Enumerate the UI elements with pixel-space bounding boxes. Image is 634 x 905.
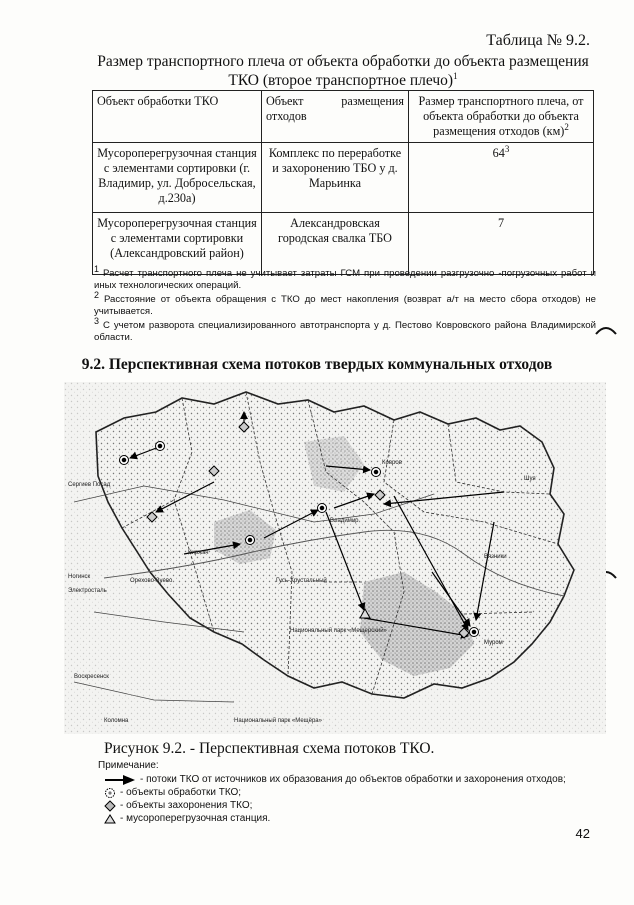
- map-svg: [64, 382, 606, 734]
- label-shuya: Шуя: [524, 476, 536, 482]
- processing-site-icon: [156, 442, 165, 451]
- label-murom: Муром: [484, 640, 503, 646]
- page-number: 42: [575, 826, 590, 841]
- table-row: [93, 213, 594, 275]
- footnote-text: С учетом разворота специализированного автотранспорта у д. Пестово Ковровского района Владимирской области.: [94, 320, 596, 343]
- table-number: Таблица № 9.2.: [486, 32, 590, 49]
- footnote-mark: 2: [94, 289, 100, 300]
- table-header-row: [93, 91, 594, 143]
- header-target: Объект размещения отходов: [262, 91, 409, 143]
- legend-item: [104, 773, 566, 786]
- header-distance: [409, 91, 594, 143]
- transport-distance-table: [92, 90, 594, 275]
- header-source: Объект обработки ТКО: [93, 91, 262, 143]
- row-source: Мусороперегрузочная станция с элементами сортировки (Александровский район): [93, 213, 262, 275]
- footnote-2: [94, 289, 596, 317]
- table-title-line1: Размер транспортного плеча от объекта обработки до объекта размещения: [97, 53, 589, 70]
- legend-text: - потоки ТКО от источников их образования до объектов обработки и захоронения отходов;: [140, 774, 566, 785]
- label-gus: Гусь-Хрустальный: [276, 578, 327, 584]
- table-title-line2: ТКО (второе транспортное плечо): [228, 72, 454, 89]
- processing-site-icon: [120, 456, 129, 465]
- processing-site-icon: [246, 536, 255, 545]
- row-target: Комплекс по переработке и захоронению ТБО у д. Марьинка: [262, 143, 409, 213]
- label-vyazniki: Вязники: [484, 554, 507, 560]
- row-distance-ref: 3: [504, 143, 510, 154]
- footnote-text: Расчет транспортного плеча не учитывает затраты ГСМ при проведении разгрузочно -погрузочных работ и иных технологических операций.: [94, 268, 596, 291]
- arrow-icon: [104, 775, 136, 785]
- header-distance-ref: 2: [564, 121, 569, 132]
- disposal-site-icon: [104, 800, 116, 812]
- label-kovrov: Ковров: [382, 460, 402, 466]
- waste-flow-map: [64, 382, 606, 734]
- row-target: Александровская городская свалка ТБО: [262, 213, 409, 275]
- processing-site-icon: [104, 787, 116, 799]
- header-distance-text: Размер транспортного плеча, от объекта обработки до объекта размещения отходов (км): [418, 94, 584, 138]
- legend-item: [104, 786, 241, 799]
- footnote-text: Расстояние от объекта обращения с ТКО до мест накопления (возврат а/т на место сбора отходов) не учитывается.: [94, 294, 596, 317]
- footnote-mark: 3: [94, 315, 100, 326]
- legend-item: [104, 812, 270, 825]
- scan-edge-mark-icon: [594, 322, 618, 336]
- label-naginsk: Ногинск: [68, 574, 91, 580]
- legend-text: - объекты захоронения ТКО;: [120, 800, 253, 811]
- footnote-3: [94, 315, 596, 343]
- transfer-station-icon: [104, 813, 116, 825]
- legend-text: - мусороперегрузочная станция.: [120, 813, 271, 824]
- footnote-1: [94, 263, 596, 291]
- legend-item: [104, 799, 252, 812]
- row-distance: [409, 213, 594, 275]
- row-distance-value: 7: [497, 216, 505, 230]
- table-row: [93, 143, 594, 213]
- processing-site-icon: [372, 468, 381, 477]
- section-title: 9.2. Перспективная схема потоков твердых коммунальных отходов: [81, 356, 553, 373]
- processing-site-icon: [470, 628, 479, 637]
- label-meshchera: Национальный парк «Мещёра»: [234, 718, 322, 724]
- processing-site-icon: [318, 504, 327, 513]
- row-distance: [409, 143, 594, 213]
- table-title-footnote-ref: 1: [453, 70, 458, 81]
- label-orekhovo: Орехово-Зуево: [130, 578, 173, 584]
- footnote-mark: 1: [94, 263, 100, 274]
- legend-heading: Примечание:: [98, 760, 159, 771]
- label-voskresensk: Воскресенск: [74, 674, 109, 680]
- label-meshcherskiy: Национальный парк «Мещерский»: [290, 628, 387, 634]
- label-elektrostal: Электросталь: [68, 588, 107, 594]
- row-source: Мусороперегрузочная станция с элементами сортировки (г. Владимир, ул. Добросельская, д.230а): [93, 143, 262, 213]
- row-distance-value: 64: [492, 146, 505, 160]
- label-vladimir: Владимир: [330, 518, 359, 524]
- legend-text: - объекты обработки ТКО;: [120, 787, 242, 798]
- figure-caption: Рисунок 9.2. - Перспективная схема потоков ТКО.: [104, 740, 435, 757]
- label-sergiev: Сергиев Посад: [68, 482, 111, 488]
- label-kirzhach: Киржач: [188, 550, 209, 556]
- table-title: [92, 52, 594, 90]
- label-kolomna: Коломна: [104, 718, 129, 724]
